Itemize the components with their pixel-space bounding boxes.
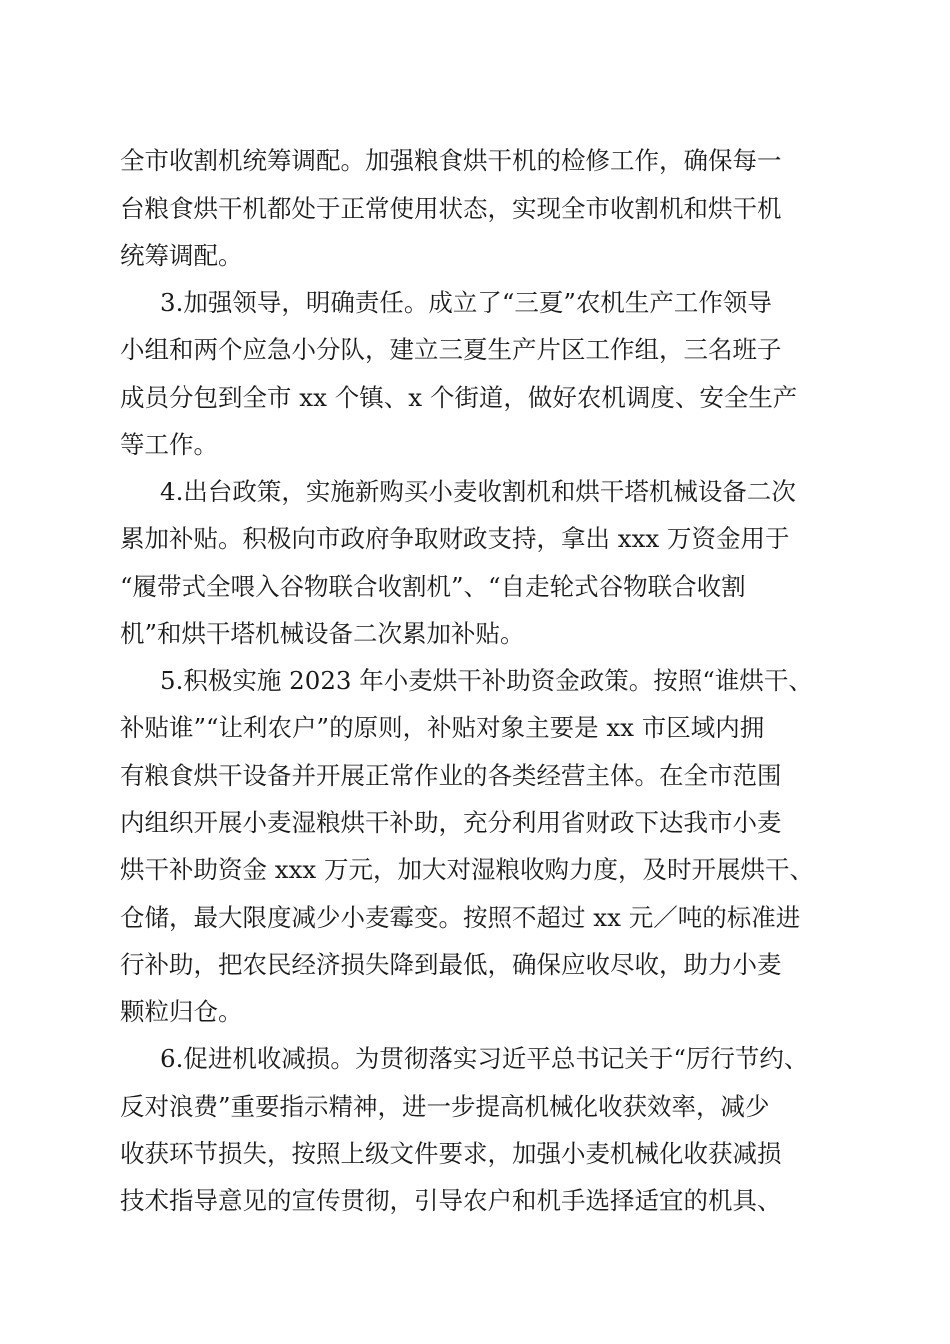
paragraph-1-line-3: 统筹调配。 bbox=[120, 241, 243, 270]
paragraph-5-line-2: 反对浪费”重要指示精神，进一步提高机械化收获效率，减少 bbox=[120, 1092, 770, 1121]
paragraph-4-line-6: 仓储，最大限度减少小麦霉变。按照不超过 xx 元／吨的标准进 bbox=[120, 903, 801, 932]
paragraph-5-line-4: 技术指导意见的宣传贯彻，引导农户和机手选择适宜的机具、 bbox=[120, 1186, 782, 1215]
paragraph-4-line-7: 行补助，把农民经济损失降到最低，确保应收尽收，助力小麦 bbox=[120, 950, 782, 979]
paragraph-1-line-2: 台粮食烘干机都处于正常使用状态，实现全市收割机和烘干机 bbox=[120, 194, 782, 223]
paragraph-5-line-1: 6.促进机收减损。为贯彻落实习近平总书记关于“厉行节约、 bbox=[160, 1044, 809, 1073]
paragraph-2-line-3: 成员分包到全市 xx 个镇、x 个街道，做好农机调度、安全生产 bbox=[120, 383, 798, 412]
paragraph-5-line-3: 收获环节损失，按照上级文件要求，加强小麦机械化收获减损 bbox=[120, 1139, 782, 1168]
paragraph-3-line-4: 机”和烘干塔机械设备二次累加补贴。 bbox=[120, 619, 525, 648]
paragraph-4-line-3: 有粮食烘干设备并开展正常作业的各类经营主体。在全市范围 bbox=[120, 761, 782, 790]
paragraph-4-line-1: 5.积极实施 2023 年小麦烘干补助资金政策。按照“谁烘干、 bbox=[160, 666, 813, 695]
paragraph-3-line-3: “履带式全喂入谷物联合收割机”、“自走轮式谷物联合收割 bbox=[120, 572, 746, 601]
paragraph-2-line-1: 3.加强领导，明确责任。成立了“三夏”农机生产工作领导 bbox=[160, 288, 772, 317]
paragraph-4-line-2: 补贴谁”“让利农户”的原则，补贴对象主要是 xx 市区域内拥 bbox=[120, 713, 765, 742]
paragraph-2-line-2: 小组和两个应急小分队，建立三夏生产片区工作组，三名班子 bbox=[120, 335, 782, 364]
paragraph-4-line-4: 内组织开展小麦湿粮烘干补助，充分利用省财政下达我市小麦 bbox=[120, 808, 782, 837]
paragraph-2-line-4: 等工作。 bbox=[120, 430, 218, 459]
paragraph-3-line-2: 累加补贴。积极向市政府争取财政支持，拿出 xxx 万资金用于 bbox=[120, 524, 790, 553]
paragraph-1-line-1: 全市收割机统筹调配。加强粮食烘干机的检修工作，确保每一 bbox=[120, 146, 782, 175]
paragraph-4-line-5: 烘干补助资金 xxx 万元，加大对湿粮收购力度，及时开展烘干、 bbox=[120, 855, 815, 884]
paragraph-4-line-8: 颗粒归仓。 bbox=[120, 997, 243, 1026]
paragraph-3-line-1: 4.出台政策，实施新购买小麦收割机和烘干塔机械设备二次 bbox=[160, 477, 796, 506]
